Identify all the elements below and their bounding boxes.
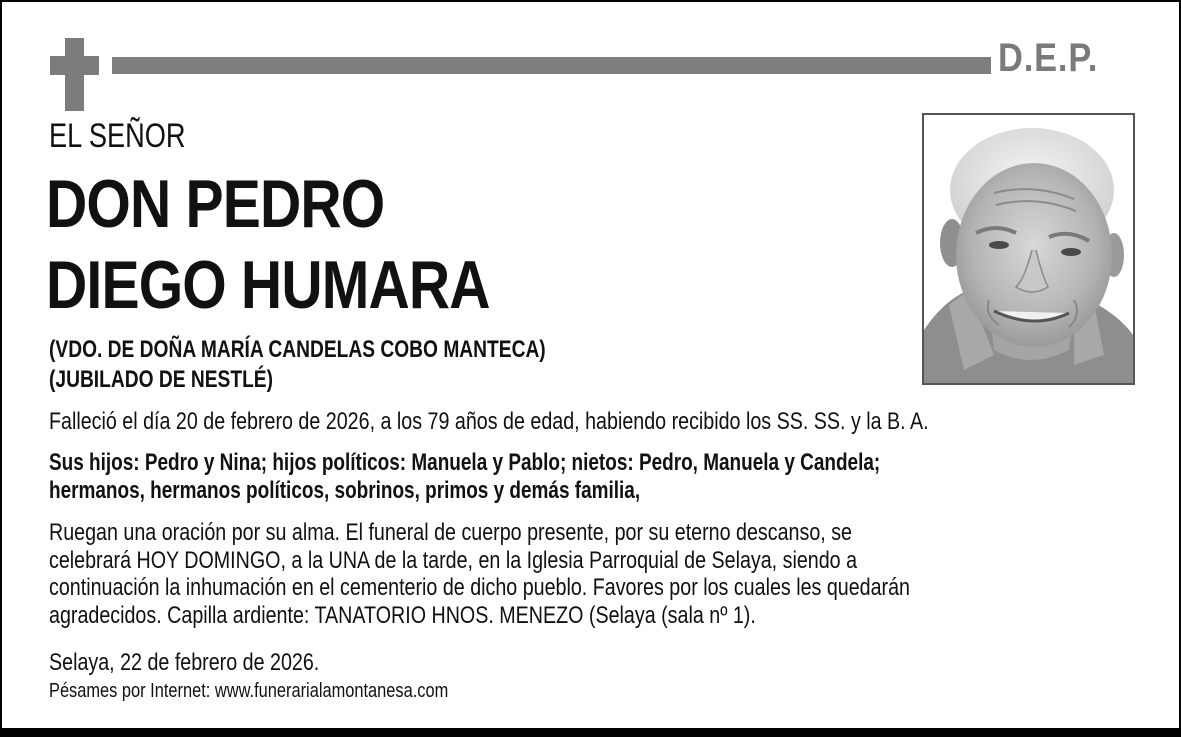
place-date: Selaya, 22 de febrero de 2026.: [49, 649, 320, 676]
portrait-photo: [922, 113, 1135, 385]
widower-note: (VDO. DE DOÑA MARÍA CANDELAS COBO MANTECA): [49, 336, 546, 363]
death-statement: Falleció el día 20 de febrero de 2026, a los 79 años de edad, habiendo recibido los SS. SS. y la B. A.: [49, 408, 929, 435]
header-rule: [112, 57, 991, 74]
cross-icon-arm: [50, 56, 99, 75]
family-line-2: hermanos, hermanos políticos, sobrinos, primos y demás familia,: [49, 477, 641, 504]
deceased-name-line1: DON PEDRO: [46, 166, 385, 242]
honorific: EL SEÑOR: [49, 117, 186, 155]
dep-label: D.E.P.: [998, 36, 1099, 80]
service-line-4: agradecidos. Capilla ardiente: TANATORIO HNOS. MENEZO (Selaya (sala nº 1).: [49, 602, 756, 629]
family-line-1: Sus hijos: Pedro y Nina; hijos políticos: Manuela y Pablo; nietos: Pedro, Manuela y Candela;: [49, 449, 881, 476]
service-line-2: celebrará HOY DOMINGO, a la UNA de la tarde, en la Iglesia Parroquial de Selaya, siendo a: [49, 547, 858, 574]
retired-note: (JUBILADO DE NESTLÉ): [49, 366, 274, 393]
deceased-name-line2: DIEGO HUMARA: [46, 247, 490, 323]
service-line-1: Ruegan una oración por su alma. El funeral de cuerpo presente, por su eterno descanso, se: [49, 519, 853, 546]
portrait-illustration: [924, 115, 1133, 383]
service-line-3: continuación la inhumación en el cementerio de dicho pueblo. Favores por los cuales les quedarán: [49, 574, 910, 601]
condolences-link: Pésames por Internet: www.funerarialamontanesa.com: [49, 680, 449, 702]
